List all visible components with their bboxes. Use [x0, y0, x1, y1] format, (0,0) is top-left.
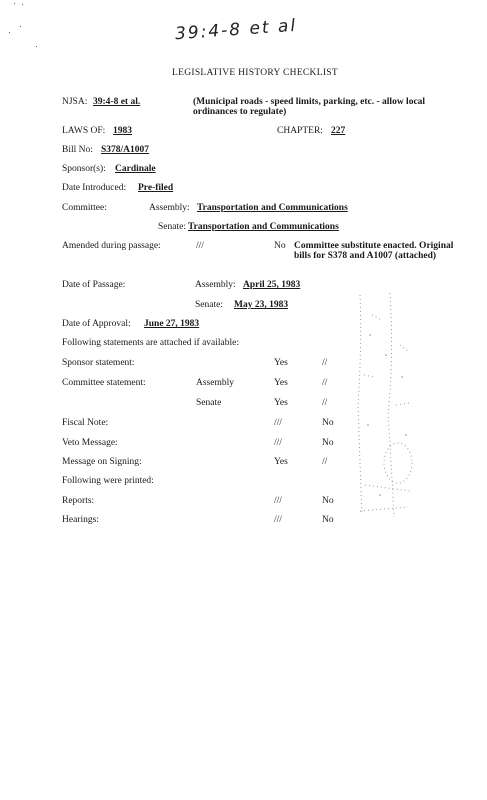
reports-no: No — [322, 496, 334, 506]
fiscal-note-no: No — [322, 418, 334, 428]
passage-label: Date of Passage: — [62, 280, 126, 290]
sponsors-value: Cardinale — [115, 164, 156, 174]
hearings-yes: /// — [274, 515, 282, 525]
committee-statement-senate: Senate — [196, 398, 222, 408]
bill-no-value: S378/A1007 — [101, 145, 150, 155]
bill-no-label: Bill No: — [62, 145, 93, 155]
approval-value: June 27, 1983 — [144, 319, 200, 329]
amended-label: Amended during passage: — [62, 241, 161, 251]
message-on-signing-yes: Yes — [274, 457, 288, 467]
committee-senate-label: Senate: — [158, 222, 186, 232]
committee-assembly-value: Transportation and Communications — [197, 203, 348, 213]
amended-note: Committee substitute enacted. Original bills for S378 and A1007 (attached) — [294, 241, 454, 261]
scan-mark — [9, 32, 10, 33]
following-printed: Following were printed: — [62, 476, 154, 486]
chapter-value: 227 — [331, 126, 346, 136]
committee-statement-assembly: Assembly — [196, 378, 234, 388]
committee-senate-value: Transportation and Communications — [188, 222, 339, 232]
date-introduced-value: Pre-filed — [138, 183, 174, 193]
hearings-label: Hearings: — [62, 515, 99, 525]
page-title: LEGISLATIVE HISTORY CHECKLIST — [172, 68, 338, 78]
scan-mark — [36, 46, 37, 47]
passage-assembly-value: April 25, 1983 — [243, 280, 301, 290]
fiscal-note-yes: /// — [274, 418, 282, 428]
laws-of-label: LAWS OF: — [62, 126, 106, 136]
committee-statement-senate-no: // — [322, 398, 328, 408]
veto-message-label: Veto Message: — [62, 438, 118, 448]
veto-message-yes: /// — [274, 438, 282, 448]
njsa-value: 39:4-8 et al. — [93, 97, 141, 107]
sponsor-statement-yes: Yes — [274, 358, 288, 368]
committee-assembly-label: Assembly: — [149, 203, 190, 213]
laws-of-value: 1983 — [113, 126, 132, 136]
njsa-description: (Municipal roads - speed limits, parking, etc. - allow local ordinances to regulate) — [193, 97, 426, 117]
following-statements: Following statements are attached if available: — [62, 338, 240, 348]
hearings-no: No — [322, 515, 334, 525]
handwritten-annotation: 39:4-8 et al — [174, 15, 298, 45]
message-on-signing-no: // — [322, 457, 328, 467]
amended-no: No — [274, 241, 286, 251]
fiscal-note-label: Fiscal Note: — [62, 418, 109, 428]
scan-mark — [22, 4, 23, 5]
sponsor-statement-label: Sponsor statement: — [62, 358, 135, 368]
amended-yes: /// — [196, 241, 204, 251]
reports-yes: /// — [274, 496, 282, 506]
passage-assembly-label: Assembly: — [195, 280, 236, 290]
veto-message-no: No — [322, 438, 334, 448]
message-on-signing-label: Message on Signing: — [62, 457, 142, 467]
approval-label: Date of Approval: — [62, 319, 131, 329]
passage-senate-value: May 23, 1983 — [234, 300, 289, 310]
scan-mark — [20, 26, 21, 27]
passage-senate-label: Senate: — [195, 300, 223, 310]
sponsor-statement-no: // — [322, 358, 328, 368]
committee-statement-assembly-no: // — [322, 378, 328, 388]
committee-statement-assembly-yes: Yes — [274, 378, 288, 388]
reports-label: Reports: — [62, 496, 95, 506]
committee-statement-senate-yes: Yes — [274, 398, 288, 408]
njsa-label: NJSA: — [62, 97, 88, 107]
committee-label: Committee: — [62, 203, 107, 213]
chapter-label: CHAPTER: — [277, 126, 323, 136]
scan-mark — [14, 3, 15, 4]
faded-stamp-image — [350, 285, 420, 525]
date-introduced-label: Date Introduced: — [62, 183, 127, 193]
committee-statement-label: Committee statement: — [62, 378, 146, 388]
sponsors-label: Sponsor(s): — [62, 164, 106, 174]
